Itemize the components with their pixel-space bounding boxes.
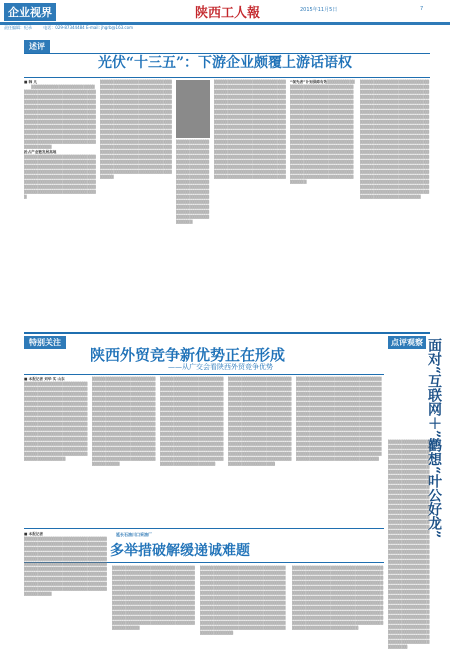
middle-col-2: ▒▒▒▒▒▒▒▒▒▒▒▒▒▒▒▒▒▒▒▒▒▒▒▒▒▒▒▒▒▒▒▒▒▒▒▒▒▒▒▒▒▒▒▒▒▒▒▒▒▒▒▒▒▒▒▒▒▒▒▒▒▒▒▒▒▒▒▒▒▒▒▒▒▒▒▒▒▒▒▒▒▒▒▒▒▒▒▒▒▒▒▒▒▒▒▒▒▒▒▒▒▒▒▒▒▒▒▒▒▒▒▒▒▒▒▒▒▒▒▒▒▒▒▒▒▒▒▒▒▒▒▒▒▒▒▒▒▒▒▒▒▒▒▒▒▒▒▒▒▒▒▒▒▒▒▒▒▒▒▒▒▒▒▒▒▒▒▒▒▒▒▒▒▒▒▒▒▒▒▒▒▒▒▒▒▒▒▒▒▒▒▒▒▒▒▒▒▒▒▒▒▒▒▒▒▒▒▒▒▒▒▒▒▒▒▒▒▒▒▒▒▒▒▒▒▒▒▒▒▒▒▒▒▒▒▒▒▒▒▒▒▒▒▒▒▒▒▒▒▒▒▒▒▒▒▒▒▒▒▒▒▒▒▒▒▒▒▒▒▒▒▒▒▒▒▒▒▒▒▒▒▒▒▒▒▒▒▒▒▒▒▒▒▒▒▒▒▒▒▒▒▒▒▒▒▒▒▒▒▒▒▒▒▒▒▒▒▒▒▒▒▒▒▒▒▒▒▒▒▒▒▒▒▒▒▒▒▒▒▒▒▒▒▒▒▒▒▒▒▒▒▒▒▒▒▒▒▒▒▒▒▒▒▒▒▒▒▒▒▒▒▒▒▒▒▒▒▒▒▒▒▒▒▒▒▒▒▒▒▒▒▒▒▒▒▒▒▒▒▒▒ [92, 377, 156, 466]
newspaper-title: 陕西工人報 [195, 6, 261, 21]
top-col-3: ▒▒▒▒▒▒▒▒▒▒▒▒▒▒▒▒▒▒▒▒▒▒▒▒▒▒▒▒▒▒▒▒▒▒▒▒▒▒▒▒▒▒▒▒▒▒▒▒▒▒▒▒▒▒▒▒▒▒▒▒▒▒▒▒▒▒▒▒▒▒▒▒▒▒▒▒▒▒▒▒▒▒▒▒▒▒▒▒▒▒▒▒▒▒▒▒▒▒▒▒▒▒▒▒▒▒▒▒▒▒▒▒▒▒▒▒▒▒▒▒▒▒▒▒▒▒▒▒▒▒▒▒▒▒▒▒▒▒▒▒▒▒▒▒▒▒▒▒▒▒▒▒▒▒▒▒▒▒▒▒▒▒▒▒▒▒▒▒▒▒▒▒▒▒▒▒▒▒▒▒▒▒▒▒▒▒▒▒▒▒▒▒▒▒▒▒▒▒ [176, 140, 210, 224]
middle-headline: 陕西外贸竞争新优势正在形成 [90, 346, 286, 364]
top-col-5: “领先者”计划保障有效▒▒▒▒▒▒▒▒▒▒▒▒▒▒▒▒▒▒▒▒▒▒▒▒▒▒▒▒▒▒▒▒▒▒▒▒▒▒▒▒▒▒▒▒▒▒▒▒▒▒▒▒▒▒▒▒▒▒▒▒▒▒▒▒▒▒▒▒▒▒▒▒▒▒▒▒▒▒▒▒▒▒▒▒▒▒▒▒▒▒▒▒▒▒▒▒▒▒▒▒▒▒▒▒▒▒▒▒▒▒▒▒▒▒▒▒▒▒▒▒▒▒▒▒▒▒▒▒▒▒▒▒▒▒▒▒▒▒▒▒▒▒▒▒▒▒▒▒▒▒▒▒▒▒▒▒▒▒▒▒▒▒▒▒▒▒▒▒▒▒▒▒▒▒▒▒▒▒▒▒▒▒▒▒▒▒▒▒▒▒▒▒▒▒▒▒▒▒▒▒▒▒▒▒▒▒▒▒▒▒▒▒▒▒▒▒▒▒▒▒▒▒▒▒▒▒▒▒▒▒▒▒▒▒▒▒▒▒▒▒▒▒▒▒▒▒▒▒▒▒▒▒▒▒▒▒▒▒▒▒▒▒▒▒▒▒▒▒▒▒▒▒▒▒▒▒▒▒▒▒▒▒▒▒▒▒▒▒▒▒▒▒▒▒▒▒▒▒▒▒▒▒▒▒▒▒▒▒▒▒▒▒▒▒▒▒▒▒▒▒▒▒▒▒▒▒▒▒▒▒▒▒▒▒▒▒▒▒▒▒▒▒▒▒▒▒▒▒▒▒▒▒▒▒▒▒▒▒▒▒▒▒▒▒▒▒▒▒▒▒▒▒▒▒▒▒▒▒▒▒▒▒▒▒▒▒▒▒▒▒▒▒▒▒▒▒▒▒▒▒▒▒▒▒▒▒▒▒▒▒▒▒▒▒▒▒▒▒▒▒▒▒▒▒▒▒▒▒▒▒▒▒▒▒▒▒▒▒▒▒▒▒▒▒▒▒▒▒▒▒▒▒▒ [290, 80, 355, 184]
right-vertical-title: 面对“互联网＋”鹳想“叶公好龙” [426, 338, 442, 539]
top-col-4: ▒▒▒▒▒▒▒▒▒▒▒▒▒▒▒▒▒▒▒▒▒▒▒▒▒▒▒▒▒▒▒▒▒▒▒▒▒▒▒▒▒▒▒▒▒▒▒▒▒▒▒▒▒▒▒▒▒▒▒▒▒▒▒▒▒▒▒▒▒▒▒▒▒▒▒▒▒▒▒▒▒▒▒▒▒▒▒▒▒▒▒▒▒▒▒▒▒▒▒▒▒▒▒▒▒▒▒▒▒▒▒▒▒▒▒▒▒▒▒▒▒▒▒▒▒▒▒▒▒▒▒▒▒▒▒▒▒▒▒▒▒▒▒▒▒▒▒▒▒▒▒▒▒▒▒▒▒▒▒▒▒▒▒▒▒▒▒▒▒▒▒▒▒▒▒▒▒▒▒▒▒▒▒▒▒▒▒▒▒▒▒▒▒▒▒▒▒▒▒▒▒▒▒▒▒▒▒▒▒▒▒▒▒▒▒▒▒▒▒▒▒▒▒▒▒▒▒▒▒▒▒▒▒▒▒▒▒▒▒▒▒▒▒▒▒▒▒▒▒▒▒▒▒▒▒▒▒▒▒▒▒▒▒▒▒▒▒▒▒▒▒▒▒▒▒▒▒▒▒▒▒▒▒▒▒▒▒▒▒▒▒▒▒▒▒▒▒▒▒▒▒▒▒▒▒▒▒▒▒▒▒▒▒▒▒▒▒▒▒▒▒▒▒▒▒▒▒▒▒▒▒▒▒▒▒▒▒▒▒▒▒▒▒▒▒▒▒▒▒▒▒▒▒▒▒▒▒▒▒▒▒▒▒▒▒▒▒▒▒▒▒▒▒▒▒▒▒▒▒▒▒▒▒▒▒▒▒▒▒▒▒▒▒▒▒▒▒▒▒▒▒▒▒▒▒▒▒▒▒▒▒▒▒▒▒▒▒▒▒▒▒▒▒▒▒▒▒▒▒▒▒▒▒▒▒▒▒▒▒▒▒▒▒▒▒▒▒▒▒▒▒▒▒▒▒▒▒▒▒▒▒▒▒▒▒▒▒▒▒▒▒▒▒▒▒▒▒▒▒▒▒▒▒▒▒▒▒▒▒▒▒▒▒▒▒▒▒▒▒▒▒▒▒▒▒▒▒▒▒▒▒▒▒▒▒▒▒▒▒▒ [214, 80, 286, 179]
top-section-label: 述评 [24, 40, 50, 53]
middle-rule [24, 374, 384, 375]
top-col-1: ■ 韩 凡 ▒▒▒▒▒▒▒▒▒▒▒▒▒▒▒▒▒▒▒▒▒▒▒▒▒▒▒▒▒▒▒▒▒▒▒▒▒▒▒▒▒▒▒▒▒▒▒▒▒▒▒▒▒▒▒▒▒▒▒▒▒▒▒▒▒▒▒▒▒▒▒▒▒▒▒▒▒▒▒▒▒▒▒▒▒▒▒▒▒▒▒▒▒▒▒▒▒▒▒▒▒▒▒▒▒▒▒▒▒▒▒▒▒▒▒▒▒▒▒▒▒▒▒▒▒▒▒▒▒▒▒▒▒▒▒▒▒▒▒▒▒▒▒▒▒▒▒▒▒▒▒▒▒▒▒▒▒▒▒▒▒▒▒▒▒▒▒▒▒▒▒▒▒▒▒▒▒▒▒▒▒▒▒▒▒▒▒▒▒▒▒▒▒▒▒▒▒▒▒▒▒▒▒▒▒▒▒▒▒▒▒▒▒▒▒▒▒▒▒▒▒▒▒▒▒▒▒▒▒▒▒▒▒▒▒▒▒▒▒▒▒▒▒▒▒▒▒▒▒▒▒▒▒▒▒▒▒▒▒▒▒▒▒▒▒▒▒▒▒▒▒▒▒▒▒▒▒▒▒▒▒▒▒▒▒▒▒▒▒▒▒▒▒▒▒▒▒▒▒▒▒▒▒▒▒▒▒▒▒▒▒▒▒▒▒▒▒▒▒ 抢占产业链发展高地 ▒▒▒▒▒▒▒▒▒▒▒▒▒▒▒▒▒▒▒▒▒▒▒▒▒▒▒▒▒▒▒▒▒▒▒▒▒▒▒▒▒▒▒▒▒▒▒▒▒▒▒▒▒▒▒▒▒▒▒▒▒▒▒▒▒▒▒▒▒▒▒▒▒▒▒▒▒▒▒▒▒▒▒▒▒▒▒▒▒▒▒▒▒▒▒▒▒▒▒▒▒▒▒▒▒▒▒▒▒▒▒▒▒▒▒▒▒▒▒▒▒▒▒▒▒▒▒▒▒▒▒▒▒▒▒▒▒▒▒▒▒▒▒▒▒▒▒▒▒▒▒▒▒▒▒▒▒▒▒▒▒▒▒▒▒▒▒▒▒▒▒▒▒▒▒▒▒▒▒▒▒▒▒▒▒▒▒▒▒▒▒▒▒▒▒▒▒▒▒▒▒▒▒▒▒▒▒▒▒ [24, 80, 96, 199]
right-col-body: ▒▒▒▒▒▒▒▒▒▒▒▒▒▒▒▒▒▒▒▒▒▒▒▒▒▒▒▒▒▒▒▒▒▒▒▒▒▒▒▒▒▒▒▒▒▒▒▒▒▒▒▒▒▒▒▒▒▒▒▒▒▒▒▒▒▒▒▒▒▒▒▒▒▒▒▒▒▒▒▒▒▒▒▒▒▒▒▒▒▒▒▒▒▒▒▒▒▒▒▒▒▒▒▒▒▒▒▒▒▒▒▒▒▒▒▒▒▒▒▒▒▒▒▒▒▒▒▒▒▒▒▒▒▒▒▒▒▒▒▒▒▒▒▒▒▒▒▒▒▒▒▒▒▒▒▒▒▒▒▒▒▒▒▒▒▒▒▒▒▒▒▒▒▒▒▒▒▒▒▒▒▒▒▒▒▒▒▒▒▒▒▒▒▒▒▒▒▒▒▒▒▒▒▒▒▒▒▒▒▒▒▒▒▒▒▒▒▒▒▒▒▒▒▒▒▒▒▒▒▒▒▒▒▒▒▒▒▒▒▒▒▒▒▒▒▒▒▒▒▒▒▒▒▒▒▒▒▒▒▒▒▒▒▒▒▒▒▒▒▒▒▒▒▒▒▒▒▒▒▒▒▒▒▒▒▒▒▒▒▒▒▒▒▒▒▒▒▒▒▒▒▒▒▒▒▒▒▒▒▒▒▒▒▒▒▒▒▒▒▒▒▒▒▒▒▒▒▒▒▒▒▒▒▒▒▒▒▒▒▒▒▒▒▒▒▒▒▒▒▒▒▒▒▒▒▒▒▒▒▒▒▒▒▒▒▒▒▒▒▒▒▒▒▒▒▒▒▒▒▒▒▒▒▒▒▒▒▒▒▒▒▒▒▒▒▒▒▒▒▒▒▒▒▒▒▒▒▒▒▒▒▒▒▒▒▒▒▒▒▒▒▒▒▒▒▒▒▒▒▒▒▒▒▒▒▒▒▒▒▒▒▒▒▒▒▒▒▒▒▒▒▒▒▒▒▒▒▒▒▒▒▒▒▒▒▒▒▒▒▒▒▒▒▒▒▒▒▒▒▒▒▒▒▒▒▒▒▒▒▒▒▒▒▒▒▒▒▒▒▒▒▒▒▒▒▒▒▒▒▒▒▒▒▒▒▒▒▒▒▒▒▒▒▒▒▒▒▒▒▒▒▒▒▒▒▒▒▒▒▒▒▒▒▒▒▒▒▒▒▒▒▒▒▒▒▒▒▒▒▒▒▒▒▒▒▒▒▒▒▒▒▒▒▒▒▒▒▒▒▒▒▒▒▒▒▒▒▒▒▒▒▒▒▒▒▒▒▒▒▒▒▒▒▒▒▒▒▒▒▒▒▒▒▒▒▒▒▒▒▒▒▒ [388, 440, 430, 649]
bottom-col-2: ▒▒▒▒▒▒▒▒▒▒▒▒▒▒▒▒▒▒▒▒▒▒▒▒▒▒▒▒▒▒▒▒▒▒▒▒▒▒▒▒▒▒▒▒▒▒▒▒▒▒▒▒▒▒▒▒▒▒▒▒▒▒▒▒▒▒▒▒▒▒▒▒▒▒▒▒▒▒▒▒▒▒▒▒▒▒▒▒▒▒▒▒▒▒▒▒▒▒▒▒▒▒▒▒▒▒▒▒▒▒▒▒▒▒▒▒▒▒▒▒▒▒▒▒▒▒▒▒▒▒▒▒▒▒▒▒▒▒▒▒▒▒▒▒▒▒▒▒▒▒▒▒▒▒▒▒▒▒▒▒▒▒▒▒▒▒▒▒▒▒▒▒▒▒▒▒▒▒▒▒▒▒▒▒▒▒▒▒▒▒▒▒▒▒▒▒▒▒▒▒▒▒▒▒▒▒▒▒▒▒▒▒▒▒▒▒▒▒▒▒▒▒▒▒▒▒▒▒▒▒▒▒▒▒▒▒▒▒▒▒▒▒▒▒▒▒▒▒▒▒▒▒▒▒▒▒▒▒▒▒▒▒▒▒▒▒▒▒▒▒▒▒▒▒▒▒▒▒▒▒▒▒▒▒▒▒▒▒▒▒▒▒▒▒▒▒▒▒▒▒▒▒▒▒▒▒▒▒▒▒▒▒▒▒▒▒▒▒▒▒▒▒▒▒▒▒▒▒▒▒▒▒▒▒▒▒▒▒▒▒▒▒▒▒▒▒▒▒▒▒▒▒▒▒▒▒▒▒▒▒▒▒▒▒▒▒▒▒▒▒ [112, 566, 195, 630]
middle-col-3: ▒▒▒▒▒▒▒▒▒▒▒▒▒▒▒▒▒▒▒▒▒▒▒▒▒▒▒▒▒▒▒▒▒▒▒▒▒▒▒▒▒▒▒▒▒▒▒▒▒▒▒▒▒▒▒▒▒▒▒▒▒▒▒▒▒▒▒▒▒▒▒▒▒▒▒▒▒▒▒▒▒▒▒▒▒▒▒▒▒▒▒▒▒▒▒▒▒▒▒▒▒▒▒▒▒▒▒▒▒▒▒▒▒▒▒▒▒▒▒▒▒▒▒▒▒▒▒▒▒▒▒▒▒▒▒▒▒▒▒▒▒▒▒▒▒▒▒▒▒▒▒▒▒▒▒▒▒▒▒▒▒▒▒▒▒▒▒▒▒▒▒▒▒▒▒▒▒▒▒▒▒▒▒▒▒▒▒▒▒▒▒▒▒▒▒▒▒▒▒▒▒▒▒▒▒▒▒▒▒▒▒▒▒▒▒▒▒▒▒▒▒▒▒▒▒▒▒▒▒▒▒▒▒▒▒▒▒▒▒▒▒▒▒▒▒▒▒▒▒▒▒▒▒▒▒▒▒▒▒▒▒▒▒▒▒▒▒▒▒▒▒▒▒▒▒▒▒▒▒▒▒▒▒▒▒▒▒▒▒▒▒▒▒▒▒▒▒▒▒▒▒▒▒▒▒▒▒▒▒▒▒▒▒▒▒▒▒▒▒▒▒▒▒▒▒▒▒▒▒▒▒▒▒▒▒▒▒▒▒▒▒▒▒▒▒▒▒▒▒▒▒▒▒▒▒▒▒▒▒▒▒▒▒▒▒▒▒▒▒▒▒▒▒▒▒▒▒▒▒▒▒▒▒▒▒▒▒▒▒▒▒▒▒▒▒▒▒▒▒▒▒▒▒▒▒▒▒▒▒▒▒ [160, 377, 224, 466]
page-number: 7 [420, 6, 424, 12]
editor-line: 责任编辑：纪录 [4, 25, 32, 30]
sub-bar [0, 25, 450, 32]
middle-divider [24, 332, 430, 334]
bottom-rule [24, 528, 384, 529]
bottom-col-3: ▒▒▒▒▒▒▒▒▒▒▒▒▒▒▒▒▒▒▒▒▒▒▒▒▒▒▒▒▒▒▒▒▒▒▒▒▒▒▒▒▒▒▒▒▒▒▒▒▒▒▒▒▒▒▒▒▒▒▒▒▒▒▒▒▒▒▒▒▒▒▒▒▒▒▒▒▒▒▒▒▒▒▒▒▒▒▒▒▒▒▒▒▒▒▒▒▒▒▒▒▒▒▒▒▒▒▒▒▒▒▒▒▒▒▒▒▒▒▒▒▒▒▒▒▒▒▒▒▒▒▒▒▒▒▒▒▒▒▒▒▒▒▒▒▒▒▒▒▒▒▒▒▒▒▒▒▒▒▒▒▒▒▒▒▒▒▒▒▒▒▒▒▒▒▒▒▒▒▒▒▒▒▒▒▒▒▒▒▒▒▒▒▒▒▒▒▒▒▒▒▒▒▒▒▒▒▒▒▒▒▒▒▒▒▒▒▒▒▒▒▒▒▒▒▒▒▒▒▒▒▒▒▒▒▒▒▒▒▒▒▒▒▒▒▒▒▒▒▒▒▒▒▒▒▒▒▒▒▒▒▒▒▒▒▒▒▒▒▒▒▒▒▒▒▒▒▒▒▒▒▒▒▒▒▒▒▒▒▒▒▒▒▒▒▒▒▒▒▒▒▒▒▒▒▒▒▒▒▒▒▒▒▒▒▒▒▒▒▒▒▒▒▒▒▒▒▒▒▒▒▒▒▒▒▒▒▒▒▒▒▒▒▒▒▒▒▒▒▒▒▒▒▒▒▒▒▒▒▒▒▒▒▒▒▒▒▒▒▒▒▒▒▒▒▒▒▒▒▒▒▒▒▒▒▒▒▒▒▒▒▒▒▒▒▒▒▒▒▒▒▒▒▒▒▒▒▒▒▒▒▒▒▒▒▒ [200, 566, 286, 635]
middle-byline: ■ 本报记者 刘华 实 山东 [24, 377, 65, 381]
bottom-col-1: ■ 本报记者 ▒▒▒▒▒▒▒▒▒▒▒▒▒▒▒▒▒▒▒▒▒▒▒▒▒▒▒▒▒▒▒▒▒▒▒▒▒▒▒▒▒▒▒▒▒▒▒▒▒▒▒▒▒▒▒▒▒▒▒▒▒▒▒▒▒▒▒▒▒▒▒▒▒▒▒▒▒▒▒▒▒▒▒▒▒▒▒▒▒▒▒▒▒▒▒▒▒▒▒▒▒▒▒▒▒▒▒▒▒▒▒▒▒▒▒▒▒▒▒▒▒▒▒▒▒▒▒▒▒▒▒▒▒▒▒▒▒▒▒▒▒▒▒▒▒▒▒▒▒▒▒▒▒▒▒▒▒▒▒▒▒▒▒▒▒▒▒▒▒▒▒▒▒▒▒▒▒▒▒▒▒▒▒▒▒▒▒▒▒▒▒▒▒▒▒▒▒▒▒▒▒▒▒▒▒▒▒▒▒▒▒▒▒▒▒▒▒▒▒▒▒▒▒▒▒▒▒▒▒▒▒▒▒▒▒▒▒▒▒▒▒▒▒▒▒▒▒▒▒▒▒▒▒▒▒▒▒▒▒▒▒▒▒▒▒▒▒▒▒▒▒▒▒▒▒▒▒▒▒▒▒▒▒▒▒▒▒▒▒▒▒▒▒▒▒▒▒▒▒▒▒▒▒▒▒▒▒▒▒▒▒▒▒▒▒▒▒▒▒▒▒▒▒▒▒▒▒▒▒▒▒▒▒▒▒▒▒▒▒▒ [24, 532, 107, 596]
right-section-label: 点评观察 [388, 336, 426, 349]
top-col-6: ▒▒▒▒▒▒▒▒▒▒▒▒▒▒▒▒▒▒▒▒▒▒▒▒▒▒▒▒▒▒▒▒▒▒▒▒▒▒▒▒▒▒▒▒▒▒▒▒▒▒▒▒▒▒▒▒▒▒▒▒▒▒▒▒▒▒▒▒▒▒▒▒▒▒▒▒▒▒▒▒▒▒▒▒▒▒▒▒▒▒▒▒▒▒▒▒▒▒▒▒▒▒▒▒▒▒▒▒▒▒▒▒▒▒▒▒▒▒▒▒▒▒▒▒▒▒▒▒▒▒▒▒▒▒▒▒▒▒▒▒▒▒▒▒▒▒▒▒▒▒▒▒▒▒▒▒▒▒▒▒▒▒▒▒▒▒▒▒▒▒▒▒▒▒▒▒▒▒▒▒▒▒▒▒▒▒▒▒▒▒▒▒▒▒▒▒▒▒▒▒▒▒▒▒▒▒▒▒▒▒▒▒▒▒▒▒▒▒▒▒▒▒▒▒▒▒▒▒▒▒▒▒▒▒▒▒▒▒▒▒▒▒▒▒▒▒▒▒▒▒▒▒▒▒▒▒▒▒▒▒▒▒▒▒▒▒▒▒▒▒▒▒▒▒▒▒▒▒▒▒▒▒▒▒▒▒▒▒▒▒▒▒▒▒▒▒▒▒▒▒▒▒▒▒▒▒▒▒▒▒▒▒▒▒▒▒▒▒▒▒▒▒▒▒▒▒▒▒▒▒▒▒▒▒▒▒▒▒▒▒▒▒▒▒▒▒▒▒▒▒▒▒▒▒▒▒▒▒▒▒▒▒▒▒▒▒▒▒▒▒▒▒▒▒▒▒▒▒▒▒▒▒▒▒▒▒▒▒▒▒▒▒▒▒▒▒▒▒▒▒▒▒▒▒▒▒▒▒▒▒▒▒▒▒▒▒▒▒▒▒▒▒▒▒▒▒▒▒▒▒▒▒▒▒▒▒▒▒▒▒▒▒▒▒▒▒▒▒▒▒▒▒▒▒▒▒▒▒▒▒▒▒▒▒▒▒▒▒▒▒▒▒▒▒▒▒▒▒▒▒▒▒▒▒▒▒▒▒▒▒▒▒▒▒▒▒▒▒▒▒▒▒▒▒▒▒▒▒▒▒▒▒▒▒▒▒▒▒▒▒▒▒▒▒▒▒▒▒▒▒▒▒▒▒▒▒▒▒▒▒▒▒▒▒▒▒▒▒▒▒▒▒▒▒▒▒▒▒▒▒▒▒▒▒▒▒▒▒▒▒▒▒▒▒▒▒▒▒▒▒▒▒▒▒▒▒▒▒▒▒▒▒▒▒▒▒▒ [360, 80, 430, 199]
middle-col-5: ▒▒▒▒▒▒▒▒▒▒▒▒▒▒▒▒▒▒▒▒▒▒▒▒▒▒▒▒▒▒▒▒▒▒▒▒▒▒▒▒▒▒▒▒▒▒▒▒▒▒▒▒▒▒▒▒▒▒▒▒▒▒▒▒▒▒▒▒▒▒▒▒▒▒▒▒▒▒▒▒▒▒▒▒▒▒▒▒▒▒▒▒▒▒▒▒▒▒▒▒▒▒▒▒▒▒▒▒▒▒▒▒▒▒▒▒▒▒▒▒▒▒▒▒▒▒▒▒▒▒▒▒▒▒▒▒▒▒▒▒▒▒▒▒▒▒▒▒▒▒▒▒▒▒▒▒▒▒▒▒▒▒▒▒▒▒▒▒▒▒▒▒▒▒▒▒▒▒▒▒▒▒▒▒▒▒▒▒▒▒▒▒▒▒▒▒▒▒▒▒▒▒▒▒▒▒▒▒▒▒▒▒▒▒▒▒▒▒▒▒▒▒▒▒▒▒▒▒▒▒▒▒▒▒▒▒▒▒▒▒▒▒▒▒▒▒▒▒▒▒▒▒▒▒▒▒▒▒▒▒▒▒▒▒▒▒▒▒▒▒▒▒▒▒▒▒▒▒▒▒▒▒▒▒▒▒▒▒▒▒▒▒▒▒▒▒▒▒▒▒▒▒▒▒▒▒▒▒▒▒▒▒▒▒▒▒▒▒▒▒▒▒▒▒▒▒▒▒▒▒▒▒▒▒▒▒▒▒▒▒▒▒▒▒▒▒▒▒▒▒▒▒▒▒▒▒▒▒▒▒▒▒▒▒▒▒▒▒▒▒▒▒▒▒▒▒▒▒▒▒▒▒▒▒▒▒▒▒▒▒▒▒▒▒▒▒▒▒▒▒▒▒▒▒▒▒▒▒▒▒▒▒▒▒▒▒▒▒▒▒▒▒▒▒▒▒▒▒▒▒▒▒▒▒▒▒▒▒▒▒▒▒▒▒▒▒▒▒▒▒▒▒▒▒▒▒▒▒▒▒▒▒▒▒▒▒▒▒▒▒▒▒▒▒▒▒▒▒▒▒▒▒▒▒▒▒▒▒▒▒▒▒▒▒▒▒▒▒▒▒▒▒▒▒▒▒▒▒▒▒▒▒▒▒▒▒▒▒▒▒▒▒▒▒▒▒ [296, 377, 382, 461]
bottom-col-4: ▒▒▒▒▒▒▒▒▒▒▒▒▒▒▒▒▒▒▒▒▒▒▒▒▒▒▒▒▒▒▒▒▒▒▒▒▒▒▒▒▒▒▒▒▒▒▒▒▒▒▒▒▒▒▒▒▒▒▒▒▒▒▒▒▒▒▒▒▒▒▒▒▒▒▒▒▒▒▒▒▒▒▒▒▒▒▒▒▒▒▒▒▒▒▒▒▒▒▒▒▒▒▒▒▒▒▒▒▒▒▒▒▒▒▒▒▒▒▒▒▒▒▒▒▒▒▒▒▒▒▒▒▒▒▒▒▒▒▒▒▒▒▒▒▒▒▒▒▒▒▒▒▒▒▒▒▒▒▒▒▒▒▒▒▒▒▒▒▒▒▒▒▒▒▒▒▒▒▒▒▒▒▒▒▒▒▒▒▒▒▒▒▒▒▒▒▒▒▒▒▒▒▒▒▒▒▒▒▒▒▒▒▒▒▒▒▒▒▒▒▒▒▒▒▒▒▒▒▒▒▒▒▒▒▒▒▒▒▒▒▒▒▒▒▒▒▒▒▒▒▒▒▒▒▒▒▒▒▒▒▒▒▒▒▒▒▒▒▒▒▒▒▒▒▒▒▒▒▒▒▒▒▒▒▒▒▒▒▒▒▒▒▒▒▒▒▒▒▒▒▒▒▒▒▒▒▒▒▒▒▒▒▒▒▒▒▒▒▒▒▒▒▒▒▒▒▒▒▒▒▒▒▒▒▒▒▒▒▒▒▒▒▒▒▒▒▒▒▒▒▒▒▒▒▒▒▒▒▒▒▒▒▒▒▒▒▒▒▒▒▒▒▒▒▒▒▒▒▒▒▒▒▒▒▒▒▒▒▒▒▒▒▒▒▒▒▒▒▒▒▒▒▒▒▒▒▒▒▒▒▒▒▒▒▒▒▒▒▒▒ [292, 566, 384, 630]
bottom-byline: ■ 本报记者 [24, 532, 44, 536]
middle-section-label: 特别关注 [24, 336, 66, 349]
bottom-headline: 多举措破解缓递诚难题 [110, 543, 250, 559]
middle-col-4: ▒▒▒▒▒▒▒▒▒▒▒▒▒▒▒▒▒▒▒▒▒▒▒▒▒▒▒▒▒▒▒▒▒▒▒▒▒▒▒▒▒▒▒▒▒▒▒▒▒▒▒▒▒▒▒▒▒▒▒▒▒▒▒▒▒▒▒▒▒▒▒▒▒▒▒▒▒▒▒▒▒▒▒▒▒▒▒▒▒▒▒▒▒▒▒▒▒▒▒▒▒▒▒▒▒▒▒▒▒▒▒▒▒▒▒▒▒▒▒▒▒▒▒▒▒▒▒▒▒▒▒▒▒▒▒▒▒▒▒▒▒▒▒▒▒▒▒▒▒▒▒▒▒▒▒▒▒▒▒▒▒▒▒▒▒▒▒▒▒▒▒▒▒▒▒▒▒▒▒▒▒▒▒▒▒▒▒▒▒▒▒▒▒▒▒▒▒▒▒▒▒▒▒▒▒▒▒▒▒▒▒▒▒▒▒▒▒▒▒▒▒▒▒▒▒▒▒▒▒▒▒▒▒▒▒▒▒▒▒▒▒▒▒▒▒▒▒▒▒▒▒▒▒▒▒▒▒▒▒▒▒▒▒▒▒▒▒▒▒▒▒▒▒▒▒▒▒▒▒▒▒▒▒▒▒▒▒▒▒▒▒▒▒▒▒▒▒▒▒▒▒▒▒▒▒▒▒▒▒▒▒▒▒▒▒▒▒▒▒▒▒▒▒▒▒▒▒▒▒▒▒▒▒▒▒▒▒▒▒▒▒▒▒▒▒▒▒▒▒▒▒▒▒▒▒▒▒▒▒▒▒▒▒▒▒▒▒▒▒▒▒▒▒▒▒▒▒▒▒▒▒▒▒▒▒▒▒▒▒▒▒▒▒▒▒▒▒▒▒▒▒▒▒▒▒▒▒▒ [228, 377, 292, 466]
contact-line: 电话：029-87344484 E-mail: jhgrb@163.com [43, 25, 133, 30]
bottom-kicker: 延长石油川口采油厂 [116, 532, 152, 537]
edition-date: 2015年11月5日 [300, 7, 338, 13]
middle-subheadline: ——从广交会看陕西外贸竞争优势 [168, 363, 273, 371]
top-headline: 光伏“十三五”：下游企业颇覆上游话语权 [97, 55, 353, 71]
top-rule-2 [24, 77, 430, 78]
top-photo [176, 80, 210, 138]
top-subhead-1: 抢占产业链发展高地 [24, 150, 57, 154]
middle-col-1: ■ 本报记者 刘华 实 山东 ▒▒▒▒▒▒▒▒▒▒▒▒▒▒▒▒▒▒▒▒▒▒▒▒▒▒▒▒▒▒▒▒▒▒▒▒▒▒▒▒▒▒▒▒▒▒▒▒▒▒▒▒▒▒▒▒▒▒▒▒▒▒▒▒▒▒▒▒▒▒▒▒▒▒▒▒▒▒▒▒▒▒▒▒▒▒▒▒▒▒▒▒▒▒▒▒▒▒▒▒▒▒▒▒▒▒▒▒▒▒▒▒▒▒▒▒▒▒▒▒▒▒▒▒▒▒▒▒▒▒▒▒▒▒▒▒▒▒▒▒▒▒▒▒▒▒▒▒▒▒▒▒▒▒▒▒▒▒▒▒▒▒▒▒▒▒▒▒▒▒▒▒▒▒▒▒▒▒▒▒▒▒▒▒▒▒▒▒▒▒▒▒▒▒▒▒▒▒▒▒▒▒▒▒▒▒▒▒▒▒▒▒▒▒▒▒▒▒▒▒▒▒▒▒▒▒▒▒▒▒▒▒▒▒▒▒▒▒▒▒▒▒▒▒▒▒▒▒▒▒▒▒▒▒▒▒▒▒▒▒▒▒▒▒▒▒▒▒▒▒▒▒▒▒▒▒▒▒▒▒▒▒▒▒▒▒▒▒▒▒▒▒▒▒▒▒▒▒▒▒▒▒▒▒▒▒▒▒▒▒▒▒▒▒▒▒▒▒▒▒▒▒▒▒▒▒▒▒▒▒▒▒▒▒▒▒▒▒▒▒▒▒▒▒▒▒▒▒▒▒▒▒▒▒▒▒▒▒▒▒ [24, 377, 88, 461]
top-byline: ■ 韩 凡 [24, 80, 38, 84]
top-subhead-2: “领先者”计划保障有效 [290, 80, 328, 84]
section-tag: 企业视界 [4, 3, 56, 21]
top-col-2: ▒▒▒▒▒▒▒▒▒▒▒▒▒▒▒▒▒▒▒▒▒▒▒▒▒▒▒▒▒▒▒▒▒▒▒▒▒▒▒▒▒▒▒▒▒▒▒▒▒▒▒▒▒▒▒▒▒▒▒▒▒▒▒▒▒▒▒▒▒▒▒▒▒▒▒▒▒▒▒▒▒▒▒▒▒▒▒▒▒▒▒▒▒▒▒▒▒▒▒▒▒▒▒▒▒▒▒▒▒▒▒▒▒▒▒▒▒▒▒▒▒▒▒▒▒▒▒▒▒▒▒▒▒▒▒▒▒▒▒▒▒▒▒▒▒▒▒▒▒▒▒▒▒▒▒▒▒▒▒▒▒▒▒▒▒▒▒▒▒▒▒▒▒▒▒▒▒▒▒▒▒▒▒▒▒▒▒▒▒▒▒▒▒▒▒▒▒▒▒▒▒▒▒▒▒▒▒▒▒▒▒▒▒▒▒▒▒▒▒▒▒▒▒▒▒▒▒▒▒▒▒▒▒▒▒▒▒▒▒▒▒▒▒▒▒▒▒▒▒▒▒▒▒▒▒▒▒▒▒▒▒▒▒▒▒▒▒▒▒▒▒▒▒▒▒▒▒▒▒▒▒▒▒▒▒▒▒▒▒▒▒▒▒▒▒▒▒▒▒▒▒▒▒▒▒▒▒▒▒▒▒▒▒▒▒▒▒▒▒▒▒▒▒▒▒▒▒▒▒▒▒▒▒▒▒▒▒▒▒▒▒▒▒▒▒▒▒▒▒▒▒▒▒▒▒▒▒▒▒▒▒▒▒▒▒▒▒▒▒▒▒▒▒▒▒▒▒▒▒▒▒▒▒▒▒▒▒▒▒▒▒▒▒▒▒▒▒▒▒▒▒▒▒▒▒▒▒▒▒▒▒▒▒▒▒▒▒▒▒▒▒▒▒▒▒▒▒▒▒▒▒▒▒▒▒▒▒▒▒▒▒▒▒▒▒▒▒▒▒▒▒▒▒▒▒▒▒▒▒▒▒▒▒▒▒▒▒▒▒▒▒▒▒▒▒▒▒▒▒▒▒▒▒▒▒▒▒▒▒▒▒▒▒▒▒▒▒▒▒ [100, 80, 172, 179]
